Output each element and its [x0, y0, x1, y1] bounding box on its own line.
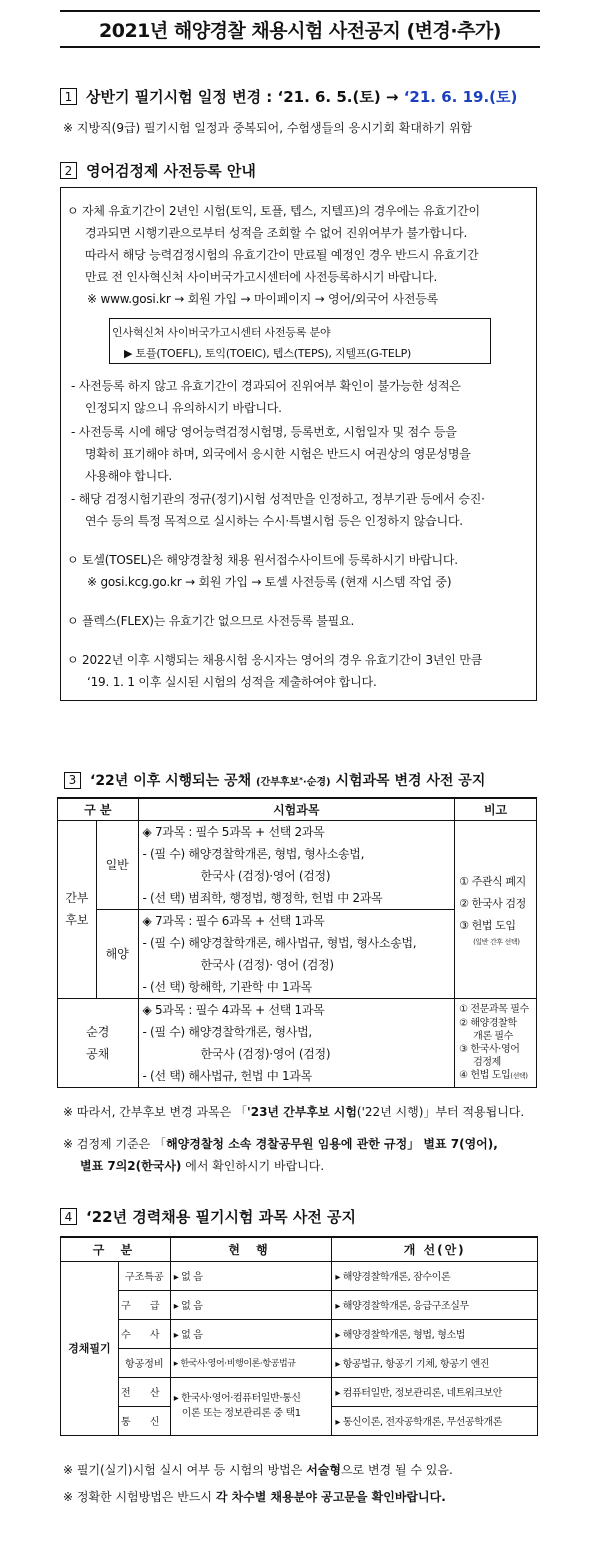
- section3-subject-table: [57, 797, 537, 1088]
- table-row: 항공정비 ▸ 한국사·영어·비행이론·항공법규 ▸ 항공법규, 항공기 기체, 항공기 엔진: [61, 1348, 538, 1377]
- section-number: 1: [60, 88, 77, 105]
- registration-field-box: 인사혁신처 사이버국가고시센터 사전등록 분야 ▶ 토플(TOEFL), 토익(TOEIC), 텝스(TEPS), 지텔프(G-TELP): [109, 318, 491, 364]
- section3-note1: ※ 따라서, 간부후보 변경 과목은 「'23년 간부후보 시험('22년 시행)」부터 적용됩니다.: [63, 1105, 525, 1119]
- table-row: 구 급 ▸ 없 음 ▸ 해양경찰학개론, 응급구조실무: [61, 1290, 538, 1319]
- cadet-remarks: ① 주관식 폐지 ② 한국사 검정 ③ 헌법 도입 (일반 간후 선택): [455, 820, 537, 998]
- group-label: 경채필기: [61, 1261, 119, 1435]
- section1-note: ※ 지방직(9급) 필기시험 일정과 중복되어, 수험생들의 응시기회 확대하기 위함: [63, 121, 473, 135]
- police-remarks: ① 전문과목 필수 ② 해양경찰학 개론 필수 ③ 한국사·영어 검정제 ④ 헌법 도입(선택): [455, 998, 537, 1087]
- general-subjects: ◈ 7과목 : 필수 5과목 + 선택 2과목 - (필 수) 해양경찰학개론, 형법, 형사소송법, 한국사 (검정)·영어 (검정) - (선 택) 범죄학, 행정법, 행정학, 헌법 中 2과목: [138, 820, 455, 909]
- table-row: 수 사 ▸ 없 음 ▸ 해양경찰학개론, 형법, 형소법: [61, 1319, 538, 1348]
- title-box: [60, 10, 540, 48]
- table-row: 전 산 ▸ 한국사·영어·컴퓨터일반·통신 이론 또는 정보관리론 중 택1 ▸ 컴퓨터일반, 정보관리론, 네트워크보안: [61, 1377, 538, 1406]
- section4-note2: ※ 정확한 시험방법은 반드시 각 차수별 채용분야 공고문을 확인바랍니다.: [63, 1490, 446, 1504]
- section4-career-table: [60, 1236, 538, 1436]
- section3-heading: 3 ‘22년 이후 시행되는 공채 (간부후보 * ·순경) 시험과목 변경 사전 공지: [64, 770, 485, 790]
- section-number: 4: [60, 1208, 77, 1225]
- header-category: 구 분: [61, 1237, 171, 1261]
- cadet-label: 간부후보: [65, 891, 89, 927]
- tosel-link-path: ※ gosi.kcg.go.kr → 회원 가입 → 토셀 사전등록 (현재 시스템 작업 중): [87, 575, 452, 589]
- section4-note1: ※ 필기(실기)시험 실시 여부 등 시험의 방법은 서술형으로 변경 될 수 있음.: [63, 1463, 453, 1477]
- section-number: 3: [64, 772, 81, 789]
- section4-heading: 4 ‘22년 경력채용 필기시험 과목 사전 공지: [60, 1206, 356, 1227]
- english-registration-box: ㅇ 자체 유효기간이 2년인 시험(토익, 토플, 텝스, 지텔프)의 경우에는 유효기간이 경과되면 시행기관으로부터 성적을 조회할 수 없어 진위여부가 불가합니다. 따라서 해당 능력검정시험의 유효기간이 만료될 예정인 경우 반드시 유효기간 만료 전 인사혁신처 사이버국가고시센터에 사전등록하시기 바랍니다. ※ www.gosi.kr → 회원 가입 → 마이페이지 → 영어/외국어 사전등록 인사혁신처 사이버국가고시센터 사전등록 분야 ▶ 토플(TOEFL), 토익(TOEIC), 텝스(TEPS), 지텔프(G-TELP) - 사전등록 하지 않고 유효기간이 경과되어 진위여부 확인이 불가능한 성적은 인정되지 않으니 유의하시기 바랍니다. - 사전등록 시에 해당 영어능력검정시험명, 등록번호, 시험일자 및 점수 등을 명확히 표기해야 하며, 외국에서 응시한 시험은 반드시 여권상의 영문성명을 사용해야 합니다. - 해당 검정시험기관의 정규(정기)시험 성적만을 인정하고, 정부기관 등에서 승진· 연수 등의 특정 목적으로 실시하는 수시·특별시험 등은 인정하지 않습니다. ㅇ 토셀(TOSEL)은 해양경찰청 채용 원서접수사이트에 등록하시기 바랍니다. ※ gosi.kcg.go.kr → 회원 가입 → 토셀 사전등록 (현재 시스템 작업 중) ㅇ 플렉스(FLEX)는 유효기간 없으므로 사전등록 불필요. ㅇ 2022년 이후 시행되는 채용시험 응시자는 영어의 경우 유효기간이 3년인 만큼 ‘19. 1. 1 이후 실시된 시험의 성적을 제출하여야 합니다.: [60, 187, 537, 701]
- gosi-link-path: ※ www.gosi.kr → 회원 가입 → 마이페이지 → 영어/외국어 사전등록: [87, 292, 439, 306]
- police-label: 순경공채: [86, 1024, 110, 1061]
- table-row: 통 신 ▸ 통신이론, 전자공학개론, 무선공학개론: [61, 1406, 538, 1435]
- header-current: 현 행: [170, 1237, 332, 1261]
- section-number: 2: [60, 162, 77, 179]
- header-improved: 개 선(안): [332, 1237, 538, 1261]
- section2-heading: 2 영어검정제 사전등록 안내: [60, 160, 256, 181]
- merged-current: ▸ 한국사·영어·컴퓨터일반·통신 이론 또는 정보관리론 중 택1: [170, 1377, 332, 1435]
- marine-label: 해양: [96, 909, 138, 998]
- section3-note2-cont: 별표 7의2(한국사) 에서 확인하시기 바랍니다.: [80, 1159, 325, 1173]
- page-title: 2021년 해양경찰 채용시험 사전공지 (변경·추가): [99, 19, 501, 42]
- table-row: 경채필기 구조특공 ▸ 없 음 ▸ 해양경찰학개론, 잠수이론: [61, 1261, 538, 1290]
- general-label: 일반: [96, 820, 138, 909]
- new-exam-date: ‘21. 6. 19.(토): [403, 88, 518, 106]
- police-subjects: ◈ 5과목 : 필수 4과목 + 선택 1과목 - (필 수) 해양경찰학개론, 형사법, 한국사 (검정)·영어 (검정) - (선 택) 해사법규, 헌법 中 1과목: [138, 998, 455, 1087]
- section3-note2: ※ 검정제 기준은 「해양경찰청 소속 경찰공무원 임용에 관한 규정」 별표 7(영어),: [63, 1137, 498, 1151]
- marine-subjects: ◈ 7과목 : 필수 6과목 + 선택 1과목 - (필 수) 해양경찰학개론, 해사법규, 형법, 형사소송법, 한국사 (검정)· 영어 (검정) - (선 택) 항해학, 기관학 中 1과목: [138, 909, 455, 998]
- header-category: 구 분: [58, 798, 139, 820]
- header-subjects: 시험과목: [138, 798, 455, 820]
- section1-heading: 1 상반기 필기시험 일정 변경 : ‘21. 6. 5.(토) → ‘21. 6. 19.(토): [60, 86, 517, 107]
- header-remarks: 비고: [455, 798, 537, 820]
